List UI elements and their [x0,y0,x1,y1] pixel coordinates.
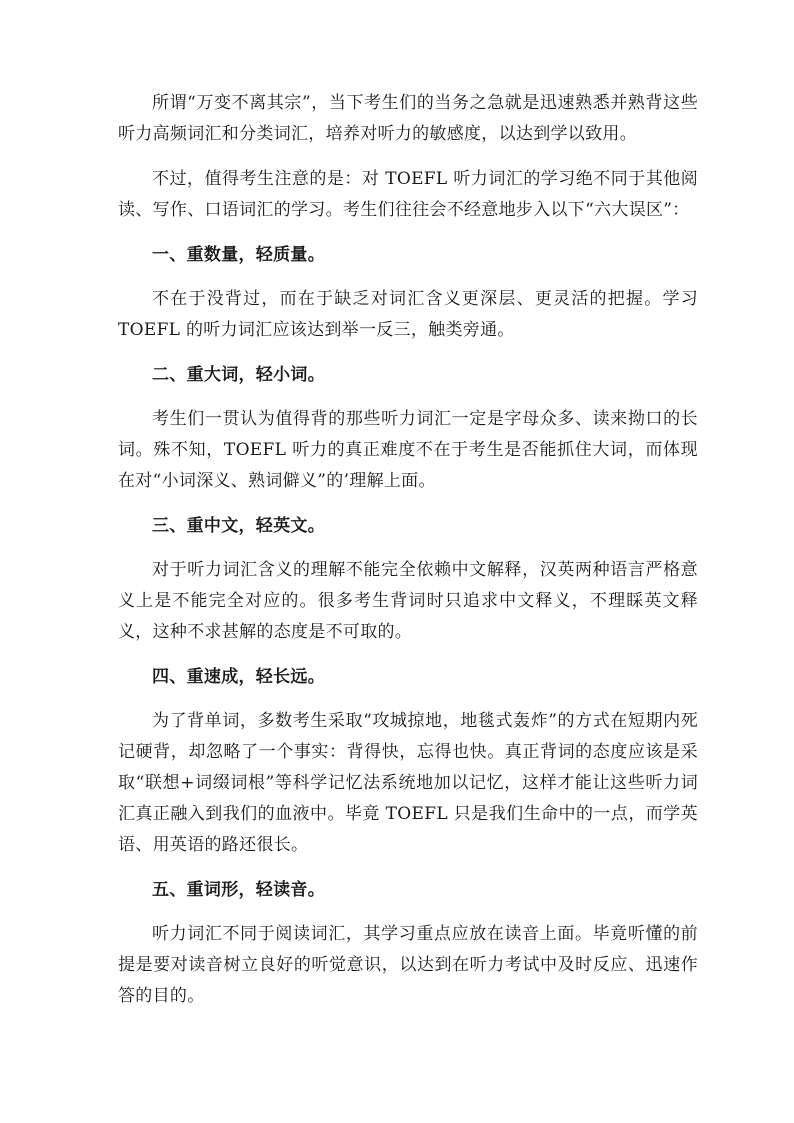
section-body-1: 不在于没背过，而在于缺乏对词汇含义更深层、更灵活的把握。学习 TOEFL 的听力词汇应该达到举一反三，触类旁通。 [118,289,698,340]
section-heading-5: 五、重词形，轻读音。 [152,880,325,900]
section-heading-4: 四、重速成，轻长远。 [152,667,325,687]
section-heading-1: 一、重数量，轻质量。 [152,245,325,265]
intro-paragraph-2: 不过，值得考生注意的是：对 TOEFL 听力词汇的学习绝不同于其他阅读、写作、口语词汇的学习。考生们往往会不经意地步入以下“六大误区”： [118,169,698,220]
document-body [118,88,698,1026]
intro-paragraph-1: 所谓“万变不离其宗”，当下考生们的当务之急就是迅速熟悉并熟背这些听力高频词汇和分类词汇，培养对听力的敏感度，以达到学以致用。 [118,93,698,144]
section-heading-2: 二、重大词，轻小词。 [152,365,325,385]
section-body-2: 考生们一贯认为值得背的那些听力词汇一定是字母众多、读来拗口的长词。殊不知，TOEFL 听力的真正难度不在于考生是否能抓住大词，而体现在对“小词深义、熟词僻义”的’理解上面。 [118,409,698,491]
section-body-4: 为了背单词，多数考生采取“攻城掠地，地毯式轰炸”的方式在短期内死记硬背，却忽略了一个事实：背得快，忘得也快。真正背词的态度应该是采取“联想+词缀词根”等科学记忆法系统地加以记忆，这样才能让这些听力词汇真正融入到我们的血液中。毕竟 TOEFL 只是我们生命中的一点，而学英语、用英语的路还很长。 [118,711,698,855]
section-heading-3: 三、重中文，轻英文。 [152,516,325,536]
section-body-3: 对于听力词汇含义的理解不能完全依赖中文解释，汉英两种语言严格意义上是不能完全对应的。很多考生背词时只追求中文释义，不理睬英文释义，这种不求甚解的态度是不可取的。 [118,560,698,642]
section-body-5: 听力词汇不同于阅读词汇，其学习重点应放在读音上面。毕竟听懂的前提是要对读音树立良好的听觉意识，以达到在听力考试中及时反应、迅速作答的目的。 [118,924,698,1006]
